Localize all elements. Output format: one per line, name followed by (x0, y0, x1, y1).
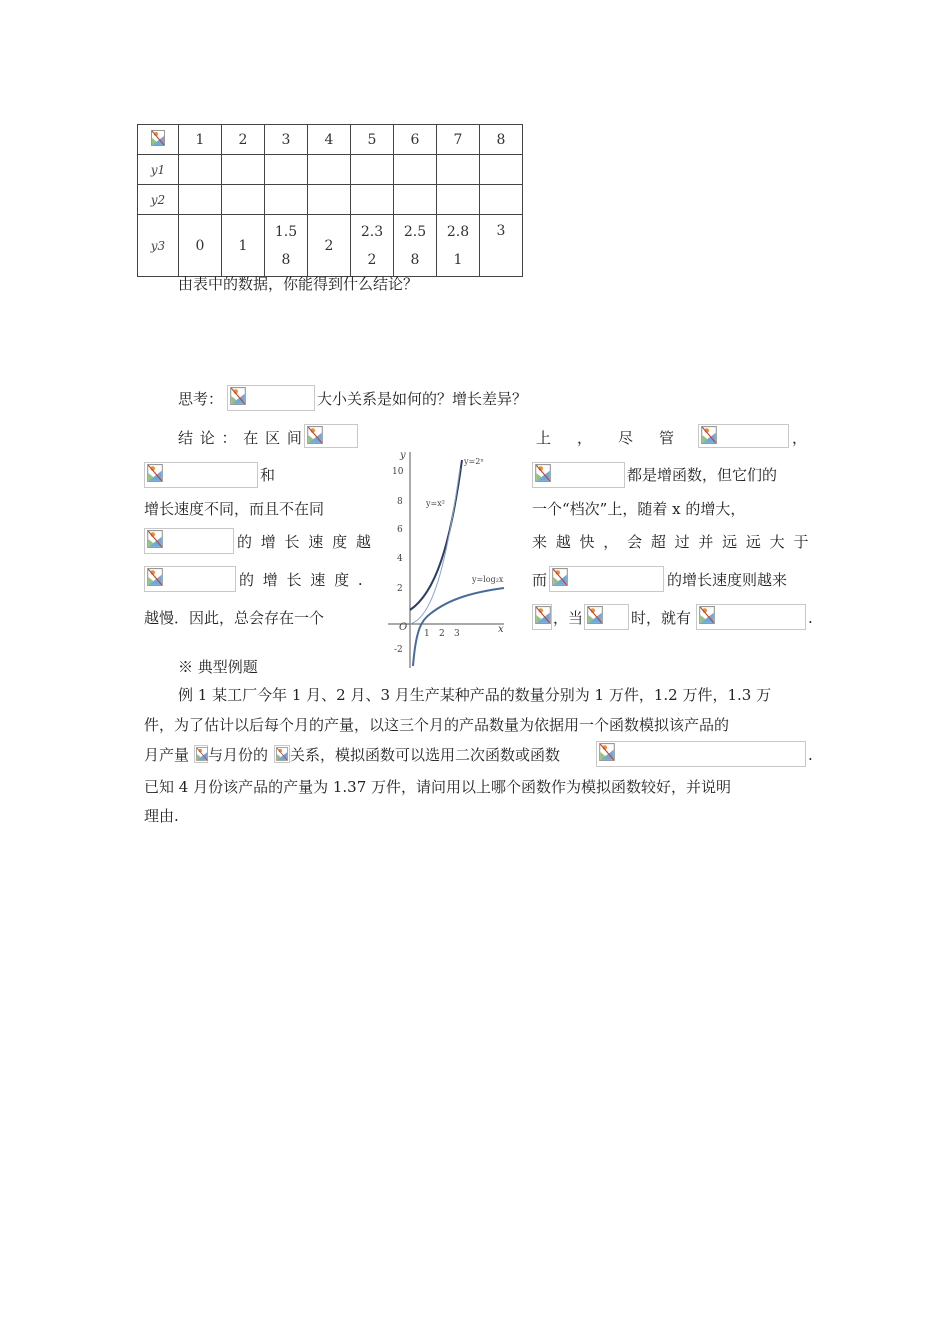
x-tick: 2 (439, 629, 445, 639)
conclusion-line1-shang: 上 (536, 429, 552, 447)
table-header-cell: 4 (308, 125, 351, 155)
table-corner-image (138, 125, 179, 155)
example-paragraph: 理由. (144, 807, 179, 825)
broken-image-icon (146, 530, 164, 548)
table-cell: 0 (179, 215, 222, 277)
row-label-y1 (138, 155, 179, 185)
row-label-text: y2 (150, 192, 166, 207)
conclusion-line6-r1: ，当 (553, 609, 584, 627)
origin-label: O (399, 622, 408, 633)
broken-image-icon (151, 130, 165, 146)
broken-image-icon (698, 606, 716, 624)
y-tick: -2 (394, 645, 403, 655)
broken-image-icon (146, 464, 164, 482)
table-header-cell: 5 (351, 125, 394, 155)
example-paragraph: 已知 4 月份该产品的产量为 1.37 万件，请问用以上哪个函数作为模拟函数较好，并说明 (144, 778, 732, 796)
conclusion-line1-left: 结 论 ： 在 区 间 (178, 429, 303, 447)
table-cell (179, 155, 222, 185)
conclusion-line3-right: 一个“档次”上，随着 x 的增大， (532, 500, 746, 518)
question-text: 由表中的数据，你能得到什么结论？ (178, 275, 419, 293)
table-cell (308, 185, 351, 215)
curve-label: y=x² (426, 499, 445, 508)
conclusion-line5-right-b: 的增长速度则越来 (667, 571, 788, 589)
table-cell: 2.5 8 (394, 215, 437, 277)
curve-label: y=log₂x (472, 575, 504, 584)
example-paragraph: 例 1 某工厂今年 1 月、2 月、3 月生产某种产品的数量分别为 1 万件，1.2 万件，1.3 万 (178, 686, 772, 704)
table-cell (394, 155, 437, 185)
row-label-text: y1 (150, 162, 166, 177)
broken-image-icon (534, 464, 552, 482)
conclusion-line6-left: 越慢．因此，总会存在一个 (144, 609, 325, 627)
row-label-text: y3 (150, 238, 166, 253)
formula-image (549, 566, 664, 592)
conclusion-line4-left: 的 增 长 速 度 越 (237, 533, 373, 551)
table-header-cell: 2 (222, 125, 265, 155)
formula-image (696, 604, 806, 630)
conclusion-line2-right: 都是增函数，但它们的 (627, 466, 778, 484)
formula-image (274, 745, 290, 763)
formula-image (194, 745, 208, 763)
table-cell: 2 (308, 215, 351, 277)
formula-image (144, 462, 258, 488)
conclusion-line1-comma: ， (577, 429, 593, 447)
formula-image (144, 528, 234, 554)
table-cell (265, 185, 308, 215)
table-cell: 1.5 8 (265, 215, 308, 277)
conclusion-line2-left: 和 (260, 466, 276, 484)
example-paragraph: 关系，模拟函数可以选用二次函数或函数 (290, 746, 561, 764)
formula-image (144, 566, 236, 592)
table-header-cell: 1 (179, 125, 222, 155)
y-tick: 2 (397, 584, 403, 594)
conclusion-line5-left: 的 增 长 速 度 . (239, 571, 365, 589)
x-tick: 1 (424, 629, 430, 639)
think-suffix: 大小关系是如何的？增长差异？ (317, 390, 528, 408)
formula-image (532, 604, 552, 630)
formula-image (596, 741, 806, 767)
broken-image-icon (306, 426, 324, 444)
table-cell (437, 155, 480, 185)
curve-log (413, 588, 504, 666)
table-cell (351, 185, 394, 215)
example-paragraph: 月产量 (144, 746, 190, 764)
conclusion-line3-left: 增长速度不同，而且不在同 (144, 500, 325, 518)
conclusion-line1-guan: 管 (659, 429, 675, 447)
broken-image-icon (586, 606, 604, 624)
table-cell (394, 185, 437, 215)
table-cell: 3 (480, 215, 523, 277)
formula-image (584, 604, 629, 630)
table-cell (265, 155, 308, 185)
table-cell: 2.8 1 (437, 215, 480, 277)
broken-image-icon (598, 743, 616, 761)
formula-image (227, 385, 315, 411)
y-tick: 10 (392, 467, 404, 477)
conclusion-line1-jin: 尽 (618, 429, 634, 447)
x-axis-label: x (498, 624, 504, 635)
conclusion-line5-right-a: 而 (532, 571, 548, 589)
table-cell: 1 (222, 215, 265, 277)
conclusion-line6-end: . (808, 609, 813, 627)
example-title: ※ 典型例题 (178, 658, 258, 676)
example-paragraph: 与月份的 (208, 746, 269, 764)
example-paragraph-end: . (808, 746, 813, 764)
table-cell (179, 185, 222, 215)
broken-image-icon (276, 747, 288, 761)
curve-label: y=2ˣ (464, 457, 484, 466)
y-tick: 6 (397, 525, 403, 535)
table-cell (308, 155, 351, 185)
row-label-y3 (138, 215, 179, 277)
formula-image (532, 462, 625, 488)
table-row (138, 215, 523, 277)
broken-image-icon (534, 606, 552, 624)
table-cell (222, 185, 265, 215)
table-row (138, 185, 523, 215)
table-header-cell: 6 (394, 125, 437, 155)
broken-image-icon (700, 426, 718, 444)
think-prefix: 思考： (178, 390, 224, 408)
table-cell: 2.3 2 (351, 215, 394, 277)
example-paragraph: 件，为了估计以后每个月的产量，以这三个月的产品数量为依据用一个函数模拟该产品的 (144, 716, 730, 734)
table-cell (437, 185, 480, 215)
y-tick: 8 (397, 497, 403, 507)
table-header-cell: 8 (480, 125, 523, 155)
data-table (137, 124, 523, 277)
table-cell (222, 155, 265, 185)
broken-image-icon (551, 568, 569, 586)
formula-image (698, 424, 789, 448)
broken-image-icon (196, 747, 208, 761)
broken-image-icon (146, 568, 164, 586)
table-header-cell: 3 (265, 125, 308, 155)
conclusion-line1-comma2: ， (792, 429, 808, 447)
table-header-row (138, 125, 523, 155)
y-tick: 4 (397, 554, 403, 564)
table-header-cell: 7 (437, 125, 480, 155)
x-tick: 3 (454, 629, 460, 639)
broken-image-icon (229, 387, 247, 405)
conclusion-line4-right: 来 越 快 ， 会 超 过 并 远 远 大 于 (532, 533, 811, 551)
table-cell (480, 185, 523, 215)
table-cell (351, 155, 394, 185)
formula-image (304, 424, 358, 448)
conclusion-line6-r2: 时，就有 (631, 609, 692, 627)
y-axis-label: y (400, 450, 406, 461)
table-cell (480, 155, 523, 185)
function-graph (380, 448, 520, 670)
row-label-y2 (138, 185, 179, 215)
table-row (138, 155, 523, 185)
